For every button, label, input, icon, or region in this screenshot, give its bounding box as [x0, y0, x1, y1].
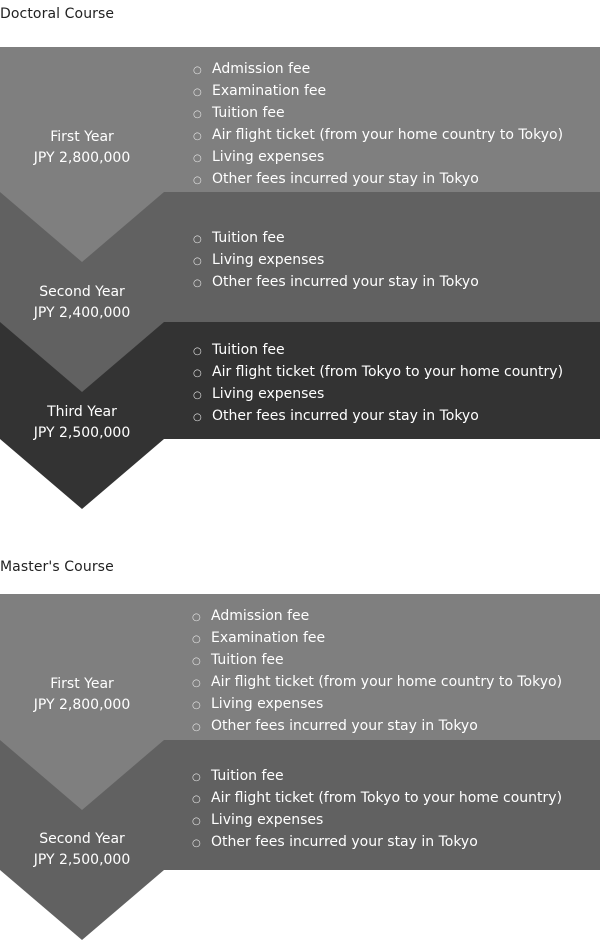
list-item: ○ Air flight ticket (from your home country to Tokyo): [192, 672, 562, 694]
list-item: ○ Other fees incurred your stay in Tokyo: [192, 716, 562, 738]
masters-first-year-label: [0, 674, 164, 716]
doctoral-second-year-items: [193, 228, 479, 294]
list-item: ○ Living expenses: [193, 384, 563, 406]
list-item: ○ Living expenses: [192, 694, 562, 716]
masters-first-year-items: [192, 606, 562, 738]
doctoral-second-year-label: [0, 282, 164, 324]
list-item: ○ Tuition fee: [192, 766, 562, 788]
masters-heading: Master's Course: [0, 559, 114, 575]
circle-bullet-icon: ○: [193, 131, 202, 142]
list-item: ○ Other fees incurred your stay in Tokyo: [193, 272, 479, 294]
circle-bullet-icon: ○: [193, 278, 202, 289]
circle-bullet-icon: ○: [193, 153, 202, 164]
doctoral-first-year-arrow: [0, 192, 164, 262]
doctoral-heading: Doctoral Course: [0, 6, 115, 22]
list-item: ○ Air flight ticket (from your home country to Tokyo): [193, 125, 563, 147]
year-amount: JPY 2,800,000: [33, 697, 131, 713]
list-item: ○ Tuition fee: [192, 650, 562, 672]
masters-second-year-label: [0, 829, 164, 871]
list-item: ○ Tuition fee: [193, 340, 563, 362]
list-item: ○ Tuition fee: [193, 103, 563, 125]
list-item: ○ Admission fee: [193, 59, 563, 81]
year-title: Second Year: [39, 831, 125, 847]
circle-bullet-icon: ○: [192, 678, 201, 689]
doctoral-third-year-label: [0, 402, 164, 444]
doctoral-third-year-items: [193, 340, 563, 428]
list-item: ○ Air flight ticket (from Tokyo to your home country): [192, 788, 562, 810]
list-item: ○ Admission fee: [192, 606, 562, 628]
masters-second-year-items: [192, 766, 562, 854]
list-item: ○ Living expenses: [192, 810, 562, 832]
list-item: ○ Examination fee: [192, 628, 562, 650]
circle-bullet-icon: ○: [192, 772, 201, 783]
list-item: ○ Other fees incurred your stay in Tokyo: [193, 406, 563, 428]
list-item: ○ Living expenses: [193, 250, 479, 272]
circle-bullet-icon: ○: [192, 634, 201, 645]
year-title: First Year: [50, 129, 114, 145]
circle-bullet-icon: ○: [193, 412, 202, 423]
list-item: ○ Living expenses: [193, 147, 563, 169]
circle-bullet-icon: ○: [193, 390, 202, 401]
circle-bullet-icon: ○: [192, 700, 201, 711]
masters-first-year-arrow: [0, 740, 164, 810]
circle-bullet-icon: ○: [193, 175, 202, 186]
circle-bullet-icon: ○: [193, 346, 202, 357]
list-item: ○ Tuition fee: [193, 228, 479, 250]
list-item: ○ Other fees incurred your stay in Tokyo: [193, 169, 563, 191]
circle-bullet-icon: ○: [193, 256, 202, 267]
circle-bullet-icon: ○: [192, 722, 201, 733]
doctoral-first-year-label: [0, 127, 164, 169]
circle-bullet-icon: ○: [193, 87, 202, 98]
doctoral-first-year-items: [193, 59, 563, 191]
circle-bullet-icon: ○: [192, 794, 201, 805]
list-item: ○ Examination fee: [193, 81, 563, 103]
circle-bullet-icon: ○: [192, 816, 201, 827]
circle-bullet-icon: ○: [193, 368, 202, 379]
doctoral-second-year-arrow: [0, 322, 164, 392]
year-title: Second Year: [39, 284, 125, 300]
year-amount: JPY 2,400,000: [33, 305, 131, 321]
circle-bullet-icon: ○: [193, 65, 202, 76]
year-title: First Year: [50, 676, 114, 692]
year-amount: JPY 2,500,000: [33, 425, 131, 441]
year-title: Third Year: [47, 404, 117, 420]
doctoral-third-year-arrow: [0, 439, 164, 509]
year-amount: JPY 2,500,000: [33, 852, 131, 868]
list-item: ○ Other fees incurred your stay in Tokyo: [192, 832, 562, 854]
circle-bullet-icon: ○: [193, 234, 202, 245]
circle-bullet-icon: ○: [192, 612, 201, 623]
circle-bullet-icon: ○: [193, 109, 202, 120]
list-item: ○ Air flight ticket (from Tokyo to your home country): [193, 362, 563, 384]
year-amount: JPY 2,800,000: [33, 150, 131, 166]
circle-bullet-icon: ○: [192, 838, 201, 849]
masters-second-year-arrow: [0, 870, 164, 940]
circle-bullet-icon: ○: [192, 656, 201, 667]
